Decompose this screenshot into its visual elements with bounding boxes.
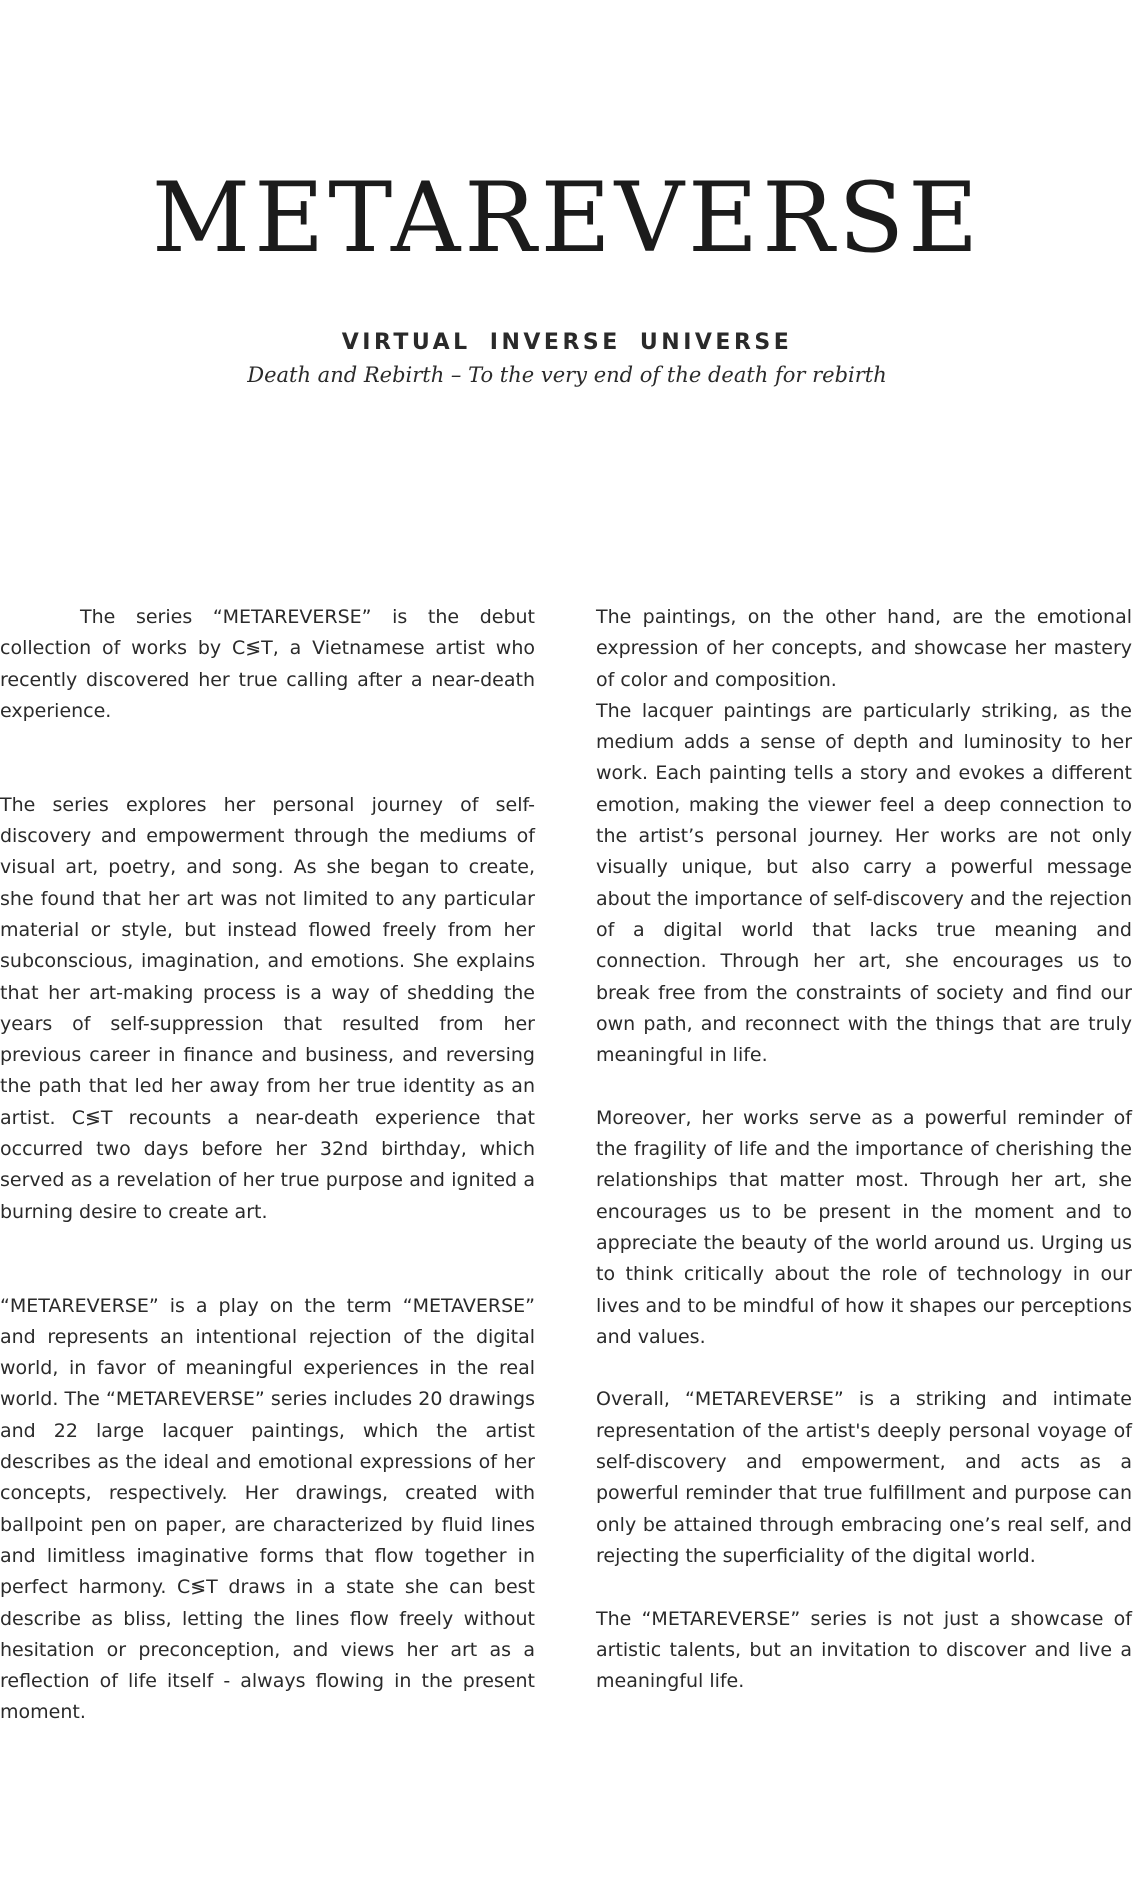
left-paragraph-journey: The series explores her personal journey of self-discovery and empowerment through the mediums of visual art, poetry, and song. As she began to create, she found that her art was not limited to any particular material or style, but instead flowed freely from her subconscious, imagination, and emotions. She explains that her art-making process is a way of shedding the years of self-suppression that resulted from her previous career in finance and business, and reversing the path that led her away from her true identity as an artist. C≶T recounts a near-death experience that occurred two days before her 32nd birthday, which served as a revelation of her true purpose and ignited a burning desire to create art. [0, 793, 535, 1223]
left-paragraph-intro: The series “METAREVERSE” is the debut collection of works by C≶T, a Vietnamese artist who recently discovered her true calling after a near-death experience. [0, 606, 535, 722]
right-column [596, 602, 1132, 1697]
left-paragraph-metaverse: “METAREVERSE” is a play on the term “METAVERSE” and represents an intentional rejection of the digital world, in favor of meaningful experiences in the real world. The “METAREVERSE” series includes 20 drawings and 22 large lacquer paintings, which the artist describes as the ideal and emotional expressions of her concepts, respectively. Her drawings, created with ballpoint pen on paper, are characterized by fluid lines and limitless imaginative forms that flow together in perfect harmony. C≶T draws in a state she can best describe as bliss, letting the lines flow freely without hesitation or preconception, and views her art as a reflection of life itself - always flowing in the present moment. [0, 1294, 535, 1724]
right-paragraph-closing: The “METAREVERSE” series is not just a showcase of artistic talents, but an invitation to discover and live a meaningful life. [596, 1607, 1132, 1693]
page-subtitle: VIRTUAL INVERSE UNIVERSE [341, 330, 793, 355]
page-title: METAREVERSE [151, 162, 983, 274]
left-column [0, 602, 535, 1729]
right-paragraph-overall: Overall, “METAREVERSE” is a striking and intimate representation of the artist's deeply personal voyage of self-discovery and empowerment, and acts as a powerful reminder that true fulfillment and purpose can only be attained through embracing one’s real self, and rejecting the superficiality of the digital world. [596, 1388, 1132, 1567]
page-tagline: Death and Rebirth – To the very end of the death for rebirth [247, 363, 887, 387]
right-paragraph-paintings: The paintings, on the other hand, are the emotional expression of her concepts, and showcase her mastery of color and composition. [596, 606, 1132, 691]
right-paragraph-lacquer: The lacquer paintings are particularly striking, as the medium adds a sense of depth and luminosity to her work. Each painting tells a story and evokes a different emotion, making the viewer feel a deep connection to the artist’s personal journey. Her works are not only visually unique, but also carry a powerful message about the importance of self-discovery and the rejection of a digital world that lacks true meaning and connection. Through her art, she encourages us to break free from the constraints of society and find our own path, and reconnect with the things that are truly meaningful in life. [596, 699, 1132, 1067]
right-paragraph-fragility: Moreover, her works serve as a powerful reminder of the fragility of life and the importance of cherishing the relationships that matter most. Through her art, she encourages us to be present in the moment and to appreciate the beauty of the world around us. Urging us to think critically about the role of technology in our lives and to be mindful of how it shapes our perceptions and values. [596, 1106, 1132, 1348]
